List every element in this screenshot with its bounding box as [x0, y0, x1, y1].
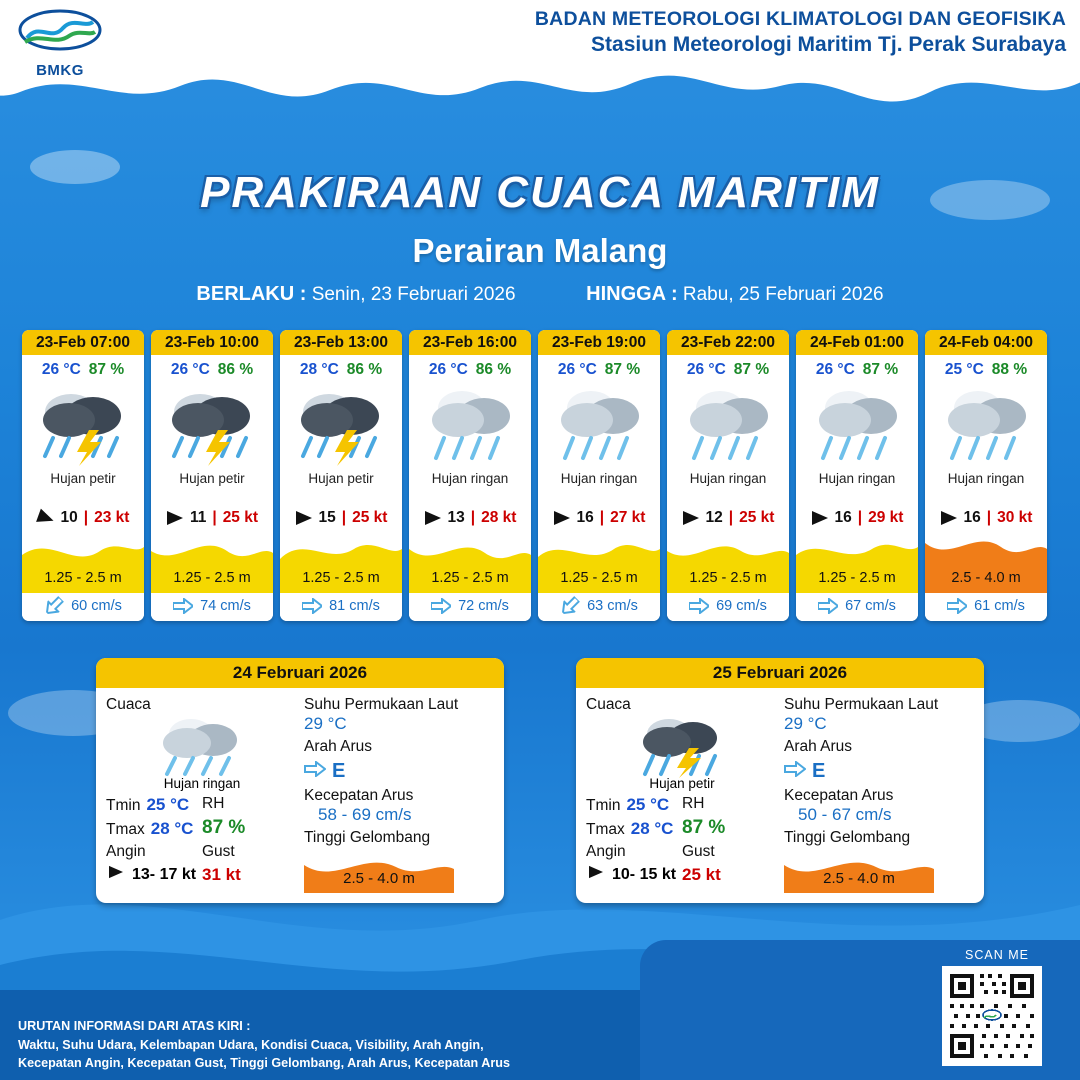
- bmkg-logo-label: BMKG: [36, 62, 84, 79]
- thunderstorm-rain-icon: [280, 379, 402, 471]
- wind-direction-icon: [166, 510, 184, 526]
- daily-date: 25 Februari 2026: [576, 658, 984, 688]
- hourly-card[interactable]: [22, 330, 144, 621]
- daily-weather-label: Cuaca: [586, 696, 631, 713]
- card-time: 23-Feb 13:00: [280, 330, 402, 355]
- daily-weather-label: Cuaca: [106, 696, 151, 713]
- rain-icon: [409, 379, 531, 471]
- hourly-card[interactable]: [409, 330, 531, 621]
- card-time: 23-Feb 10:00: [151, 330, 273, 355]
- wind-direction-icon: [553, 510, 571, 526]
- card-wave-height: 1.25 - 2.5 m: [818, 570, 896, 586]
- card-current-speed: 69 cm/s: [716, 598, 767, 614]
- tmin-value: 25 °C: [146, 795, 190, 814]
- card-wind: 15 | 25 kt: [280, 505, 402, 529]
- card-wind-direction: 16: [963, 509, 981, 526]
- card-condition: Hujan ringan: [689, 471, 767, 486]
- wind-value: 13- 17 kt: [132, 866, 197, 883]
- card-wind-speed: 29 kt: [868, 509, 904, 526]
- daily-condition: Hujan petir: [649, 776, 715, 791]
- wind-direction-icon: [424, 510, 442, 526]
- thunderstorm-rain-icon: [151, 379, 273, 471]
- wind-direction-icon: [940, 510, 958, 526]
- wind-direction-icon: [34, 507, 56, 528]
- current-direction-value: E: [331, 760, 346, 782]
- card-condition: Hujan ringan: [818, 471, 896, 486]
- wind-label: Angin: [106, 843, 146, 860]
- wind-label: Angin: [586, 843, 626, 860]
- card-current: [151, 593, 273, 621]
- card-wave-height: 2.5 - 4.0 m: [951, 570, 1021, 586]
- current-speed-label: Kecepatan Arus: [303, 787, 414, 804]
- card-wind: 12 | 25 kt: [667, 505, 789, 529]
- tmin-label: Tmin: [586, 797, 621, 814]
- hourly-forecast-row: [22, 330, 1062, 621]
- card-current: [925, 593, 1047, 621]
- thunderstorm-rain-icon: [22, 379, 144, 471]
- wave-height-value: 2.5 - 4.0 m: [343, 870, 415, 887]
- card-temperature: 26 °C: [686, 361, 726, 378]
- agency-name: BADAN METEOROLOGI KLIMATOLOGI DAN GEOFISIKA: [534, 8, 1066, 30]
- tmax-value: 28 °C: [150, 819, 194, 838]
- sst-label: Suhu Permukaan Laut: [783, 696, 939, 713]
- rh-value: 87 %: [682, 817, 726, 838]
- card-current: [22, 593, 144, 621]
- card-condition: Hujan petir: [179, 471, 245, 486]
- wind-direction-icon: [586, 865, 606, 879]
- current-direction-icon: [41, 593, 66, 618]
- rain-icon: [667, 379, 789, 471]
- legend-text: [18, 1017, 618, 1072]
- card-wave: [538, 529, 660, 593]
- card-wind: 11 | 25 kt: [151, 505, 273, 529]
- card-current-speed: 60 cm/s: [71, 598, 122, 614]
- agency-header: [535, 8, 1066, 57]
- wind-direction-icon: [106, 865, 126, 879]
- card-wave-height: 1.25 - 2.5 m: [689, 570, 767, 586]
- card-wind-speed: 28 kt: [481, 509, 517, 526]
- card-humidity: 86 %: [475, 361, 512, 378]
- validity-period: [0, 283, 1080, 306]
- daily-condition: Hujan ringan: [163, 776, 241, 791]
- card-humidity: 87 %: [88, 361, 125, 378]
- tmin-label: Tmin: [106, 797, 141, 814]
- current-direction-icon: [947, 598, 967, 614]
- card-current-speed: 72 cm/s: [458, 598, 509, 614]
- card-wind-speed: 23 kt: [94, 509, 130, 526]
- card-wave-height: 1.25 - 2.5 m: [302, 570, 380, 586]
- card-temperature: 26 °C: [170, 361, 210, 378]
- rain-icon: [106, 714, 298, 778]
- sst-label: Suhu Permukaan Laut: [303, 696, 459, 713]
- card-current-speed: 67 cm/s: [845, 598, 896, 614]
- bmkg-logo-icon: [17, 8, 103, 56]
- legend-line-2: Kecepatan Angin, Kecepatan Gust, Tinggi Gelombang, Arah Arus, Kecepatan Arus: [18, 1055, 510, 1070]
- card-current-speed: 74 cm/s: [200, 598, 251, 614]
- card-wind-direction: 13: [447, 509, 465, 526]
- card-wind-speed: 27 kt: [610, 509, 646, 526]
- card-current-speed: 81 cm/s: [329, 598, 380, 614]
- card-wind-speed: 25 kt: [222, 509, 259, 526]
- wave-height-label: Tinggi Gelombang: [783, 829, 911, 846]
- legend-title: URUTAN INFORMASI DARI ATAS KIRI :: [18, 1019, 251, 1034]
- card-wind-direction: 16: [834, 509, 852, 526]
- current-direction-icon: [302, 598, 322, 614]
- card-condition: Hujan ringan: [560, 471, 638, 486]
- current-direction-icon: [173, 598, 193, 614]
- hourly-card[interactable]: [925, 330, 1047, 621]
- validity-from-value: Senin, 23 Februari 2026: [311, 284, 516, 305]
- current-speed-label: Kecepatan Arus: [783, 787, 894, 804]
- card-wind-direction: 10: [60, 509, 78, 526]
- card-current: [796, 593, 918, 621]
- tmax-value: 28 °C: [630, 819, 674, 838]
- validity-to-label: HINGGA :: [586, 283, 678, 305]
- card-humidity: 87 %: [733, 361, 770, 378]
- card-time: 23-Feb 07:00: [22, 330, 144, 355]
- card-wave-height: 1.25 - 2.5 m: [44, 570, 122, 586]
- card-wave: [667, 529, 789, 593]
- gust-value: 25 kt: [682, 865, 721, 884]
- wind-value: 10- 15 kt: [612, 866, 677, 883]
- card-condition: Hujan petir: [308, 471, 374, 486]
- wave-height-box: [784, 851, 934, 893]
- card-current-speed: 61 cm/s: [974, 598, 1025, 614]
- card-wind: 10 | 23 kt: [22, 505, 144, 529]
- thunderstorm-rain-icon: [586, 714, 778, 778]
- rh-label: RH: [202, 795, 225, 812]
- daily-panel[interactable]: [576, 658, 984, 903]
- card-temperature: 28 °C: [299, 361, 339, 378]
- legend-line-1: Waktu, Suhu Udara, Kelembapan Udara, Kondisi Cuaca, Visibility, Arah Angin,: [18, 1037, 484, 1052]
- current-direction-icon: [818, 598, 838, 614]
- card-current: [538, 593, 660, 621]
- card-current: [409, 593, 531, 621]
- hourly-card[interactable]: [667, 330, 789, 621]
- page-title: PRAKIRAAN CUACA MARITIM: [200, 168, 880, 217]
- validity-to-value: Rabu, 25 Februari 2026: [682, 284, 884, 305]
- station-name: Stasiun Meteorologi Maritim Tj. Perak Surabaya: [591, 33, 1066, 56]
- rh-value: 87 %: [202, 817, 246, 838]
- card-wind-speed: 25 kt: [352, 509, 388, 526]
- current-speed-value: 58 - 69 cm/s: [317, 805, 412, 824]
- card-wave: [409, 529, 531, 593]
- validity-from-label: BERLAKU :: [196, 283, 307, 305]
- card-temperature: 26 °C: [41, 361, 81, 378]
- current-direction-icon: [784, 761, 806, 777]
- card-time: 23-Feb 16:00: [409, 330, 531, 355]
- tmin-value: 25 °C: [626, 795, 670, 814]
- tmax-label: Tmax: [106, 821, 145, 838]
- card-wind: 16 | 27 kt: [538, 505, 660, 529]
- card-wave-height: 1.25 - 2.5 m: [560, 570, 638, 586]
- gust-label: Gust: [202, 843, 235, 860]
- card-current: [667, 593, 789, 621]
- card-time: 24-Feb 01:00: [796, 330, 918, 355]
- rh-label: RH: [682, 795, 705, 812]
- card-time: 23-Feb 19:00: [538, 330, 660, 355]
- rain-icon: [538, 379, 660, 471]
- sst-value: 29 °C: [783, 714, 827, 733]
- card-current: [280, 593, 402, 621]
- card-condition: Hujan petir: [50, 471, 116, 486]
- hourly-card[interactable]: [280, 330, 402, 621]
- wind-direction-icon: [295, 510, 313, 526]
- card-wind: 13 | 28 kt: [409, 505, 531, 529]
- page-subtitle: Perairan Malang: [412, 232, 668, 269]
- tmax-label: Tmax: [586, 821, 625, 838]
- card-condition: Hujan ringan: [947, 471, 1025, 486]
- current-direction-icon: [304, 761, 326, 777]
- card-wind: 16 | 30 kt: [925, 505, 1047, 529]
- card-wind-direction: 11: [189, 509, 207, 526]
- card-humidity: 86 %: [217, 361, 254, 378]
- wave-height-value: 2.5 - 4.0 m: [823, 870, 895, 887]
- card-temperature: 26 °C: [428, 361, 468, 378]
- card-wave-height: 1.25 - 2.5 m: [173, 570, 251, 586]
- card-condition: Hujan ringan: [431, 471, 509, 486]
- daily-forecast-row: [0, 658, 1080, 903]
- card-wind: 16 | 29 kt: [796, 505, 918, 529]
- card-wave: [925, 529, 1047, 593]
- qr-code-icon[interactable]: [942, 966, 1042, 1066]
- card-wind-direction: 15: [318, 509, 336, 526]
- card-temperature: 26 °C: [557, 361, 597, 378]
- bmkg-logo: [14, 8, 106, 79]
- scan-me-label: SCAN ME: [965, 948, 1029, 962]
- current-direction-icon: [557, 593, 582, 618]
- current-direction-icon: [431, 598, 451, 614]
- gust-label: Gust: [682, 843, 715, 860]
- card-wave: [151, 529, 273, 593]
- card-wave-height: 1.25 - 2.5 m: [431, 570, 509, 586]
- card-humidity: 87 %: [862, 361, 899, 378]
- daily-date: 24 Februari 2026: [96, 658, 504, 688]
- scan-me-block[interactable]: [942, 948, 1052, 1066]
- wave-height-label: Tinggi Gelombang: [303, 829, 431, 846]
- current-speed-value: 50 - 67 cm/s: [797, 805, 892, 824]
- card-wave: [22, 529, 144, 593]
- wave-height-box: [304, 851, 454, 893]
- rain-icon: [925, 379, 1047, 471]
- daily-panel[interactable]: [96, 658, 504, 903]
- wind-direction-icon: [682, 510, 700, 526]
- current-direction-icon: [689, 598, 709, 614]
- hourly-card[interactable]: [796, 330, 918, 621]
- card-wave: [280, 529, 402, 593]
- card-time: 24-Feb 04:00: [925, 330, 1047, 355]
- card-humidity: 88 %: [991, 361, 1028, 378]
- card-wind-speed: 25 kt: [739, 509, 775, 526]
- card-wave: [796, 529, 918, 593]
- hourly-card[interactable]: [538, 330, 660, 621]
- card-time: 23-Feb 22:00: [667, 330, 789, 355]
- card-wind-direction: 16: [576, 509, 594, 526]
- rain-icon: [796, 379, 918, 471]
- wind-direction-icon: [811, 510, 829, 526]
- current-direction-label: Arah Arus: [303, 738, 373, 755]
- card-temperature: 25 °C: [944, 361, 984, 378]
- gust-value: 31 kt: [202, 865, 241, 884]
- current-direction-value: E: [811, 760, 826, 782]
- hourly-card[interactable]: [151, 330, 273, 621]
- card-humidity: 87 %: [604, 361, 641, 378]
- card-temperature: 26 °C: [815, 361, 855, 378]
- card-humidity: 86 %: [346, 361, 383, 378]
- sst-value: 29 °C: [303, 714, 347, 733]
- card-wind-direction: 12: [705, 509, 723, 526]
- card-current-speed: 63 cm/s: [587, 598, 638, 614]
- card-wind-speed: 30 kt: [997, 509, 1033, 526]
- current-direction-label: Arah Arus: [783, 738, 853, 755]
